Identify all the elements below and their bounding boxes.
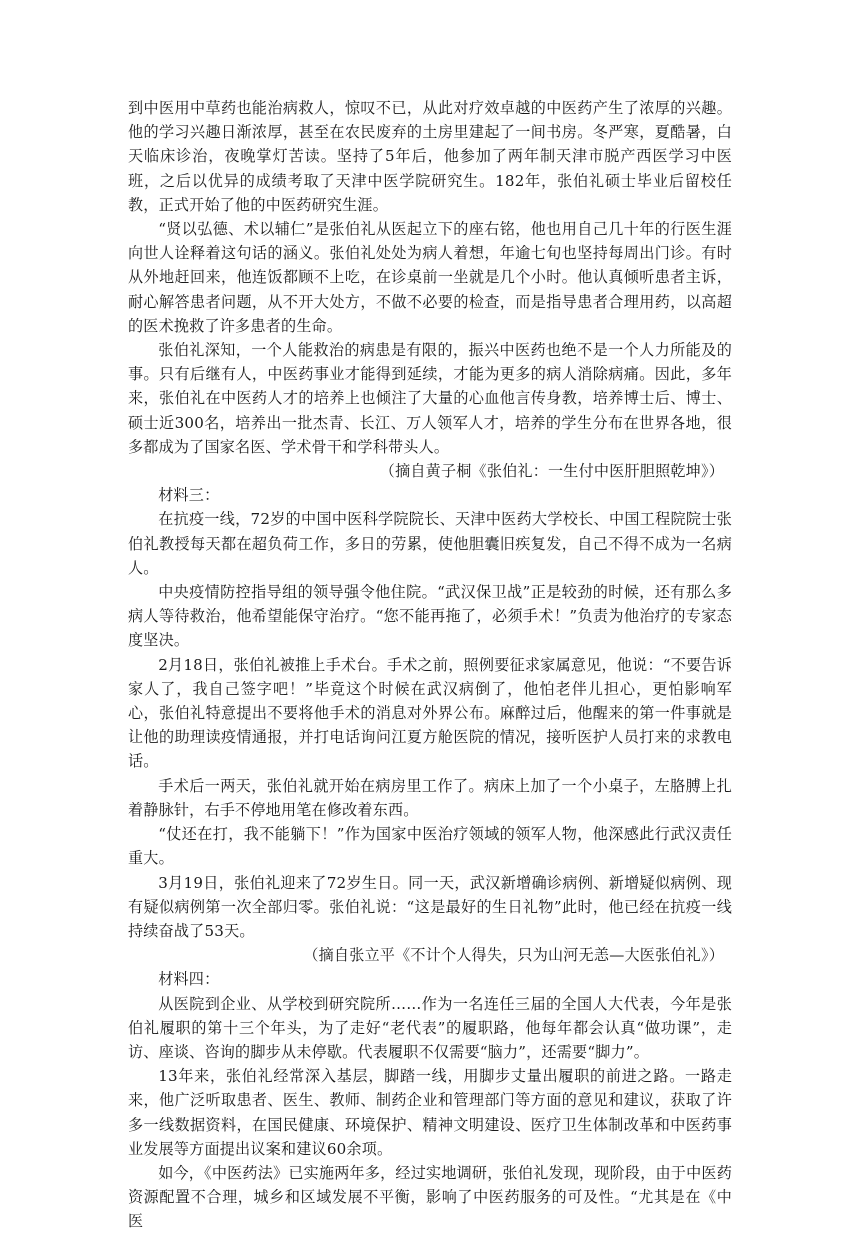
paragraph: 在抗疫一线，72岁的中国中医科学院院长、天津中医药大学校长、中国工程院院士张伯礼教授每天都在超负荷工作，多日的劳累，使他胆囊旧疾复发，自己不得不成为一名病人。	[128, 510, 732, 577]
paragraph: 到中医用中草药也能治病救人，惊叹不已，从此对疗效卓越的中医药产生了浓厚的兴趣。他的学习兴趣日渐浓厚，甚至在农民废弃的土房里建起了一间书房。冬严寒，夏酷暑，白天临床诊治，夜晚掌灯苦读。坚持了5年后，他参加了两年制天津市脱产西医学习中医班，之后以优异的成绩考取了天津中医学院研究生。182年，张伯礼硕士毕业后留校任教，正式开始了他的中医药研究生涯。	[128, 99, 732, 214]
section-heading: 材料四：	[158, 970, 220, 989]
section-heading: 材料三：	[158, 486, 220, 505]
paragraph: “贤以弘德、术以辅仁”是张伯礼从医起立下的座右铭，他也用自己几十年的行医生涯向世人诠释着这句话的涵义。张伯礼处处为病人着想，年逾七旬也坚持每周出门诊。有时从外地赶回来，他连饭都顾不上吃，在诊桌前一坐就是几个小时。他认真倾听患者主诉，耐心解答患者问题，从不开大处方，不做不必要的检查，而是指导患者合理用药，以高超的医术挽救了许多患者的生命。	[128, 220, 732, 335]
paragraph: 2月18日，张伯礼被推上手术台。手术之前，照例要征求家属意见，他说：“不要告诉家人了，我自己签字吧！”毕竟这个时候在武汉病倒了，他怕老伴儿担心，更怕影响军心，张伯礼特意提出不要将他手术的消息对外界公布。麻醉过后，他醒来的第一件事就是让他的助理读疫情通报，并打电话询问江夏方舱医院的情况，接听医护人员打来的求教电话。	[128, 655, 732, 771]
paragraph: 3月19日，张伯礼迎来了72岁生日。同一天，武汉新增确诊病例、新增疑似病例、现有疑似病例第一次全部归零。张伯礼说：“这是最好的生日礼物”此时，他已经在抗疫一线持续奋战了53天。	[128, 873, 732, 940]
paragraph: 13年来，张伯礼经常深入基层，脚踏一线，用脚步丈量出履职的前进之路。一路走来，他广泛听取患者、医生、教师、制药企业和管理部门等方面的意见和建议，获取了许多一线数据资料，在国民健康、环境保护、精神文明建设、医疗卫生体制改革和中医药事业发展等方面提出议案和建议60余项。	[128, 1067, 732, 1158]
paragraph: 中央疫情防控指导组的领导强令他住院。“武汉保卫战”正是较劲的时候，还有那么多病人等待救治，他希望能保守治疗。“您不能再拖了，必须手术！”负责为他治疗的专家态度坚决。	[128, 583, 732, 650]
paragraph: 如今，《中医药法》已实施两年多，经过实地调研，张伯礼发现，现阶段，由于中医药资源配置不合理，城乡和区域发展不平衡，影响了中医药服务的可及性。“尤其是在《中医	[128, 1163, 732, 1231]
document-page	[128, 96, 732, 1234]
source-citation: （摘自张立平《不计个人得失，只为山河无恙—大医张伯礼》）	[303, 946, 724, 965]
paragraph: “仗还在打，我不能躺下！”作为国家中医治疗领域的领军人物，他深感此行武汉责任重大。	[128, 825, 732, 868]
paragraph: 张伯礼深知，一个人能救治的病患是有限的，振兴中医药也绝不是一个人力所能及的事。只有后继有人，中医药事业才能得到延续，才能为更多的病人消除病痛。因此，多年来，张伯礼在中医药人才的培养上也倾注了大量的心血他言传身教，培养博士后、博士、硕士近300名，培养出一批杰青、长江、万人领军人才，培养的学生分布在世界各地，很多都成为了国家名医、学术骨干和学科带头人。	[128, 341, 732, 456]
paragraph: 手术后一两天，张伯礼就开始在病房里工作了。病床上加了一个小桌子，左胳膊上扎着静脉针，右手不停地用笔在修改着东西。	[128, 776, 732, 819]
paragraph: 从医院到企业、从学校到研究院所……作为一名连任三届的全国人大代表，今年是张伯礼履职的第十三个年头，为了走好“老代表”的履职路，他每年都会认真“做功课”，走访、座谈、咨询的脚步从未停歇。代表履职不仅需要“脑力”，还需要“脚力”。	[128, 994, 732, 1061]
source-citation: （摘自黄子桐《张伯礼：一生付中医肝胆照乾坤》）	[379, 462, 724, 481]
